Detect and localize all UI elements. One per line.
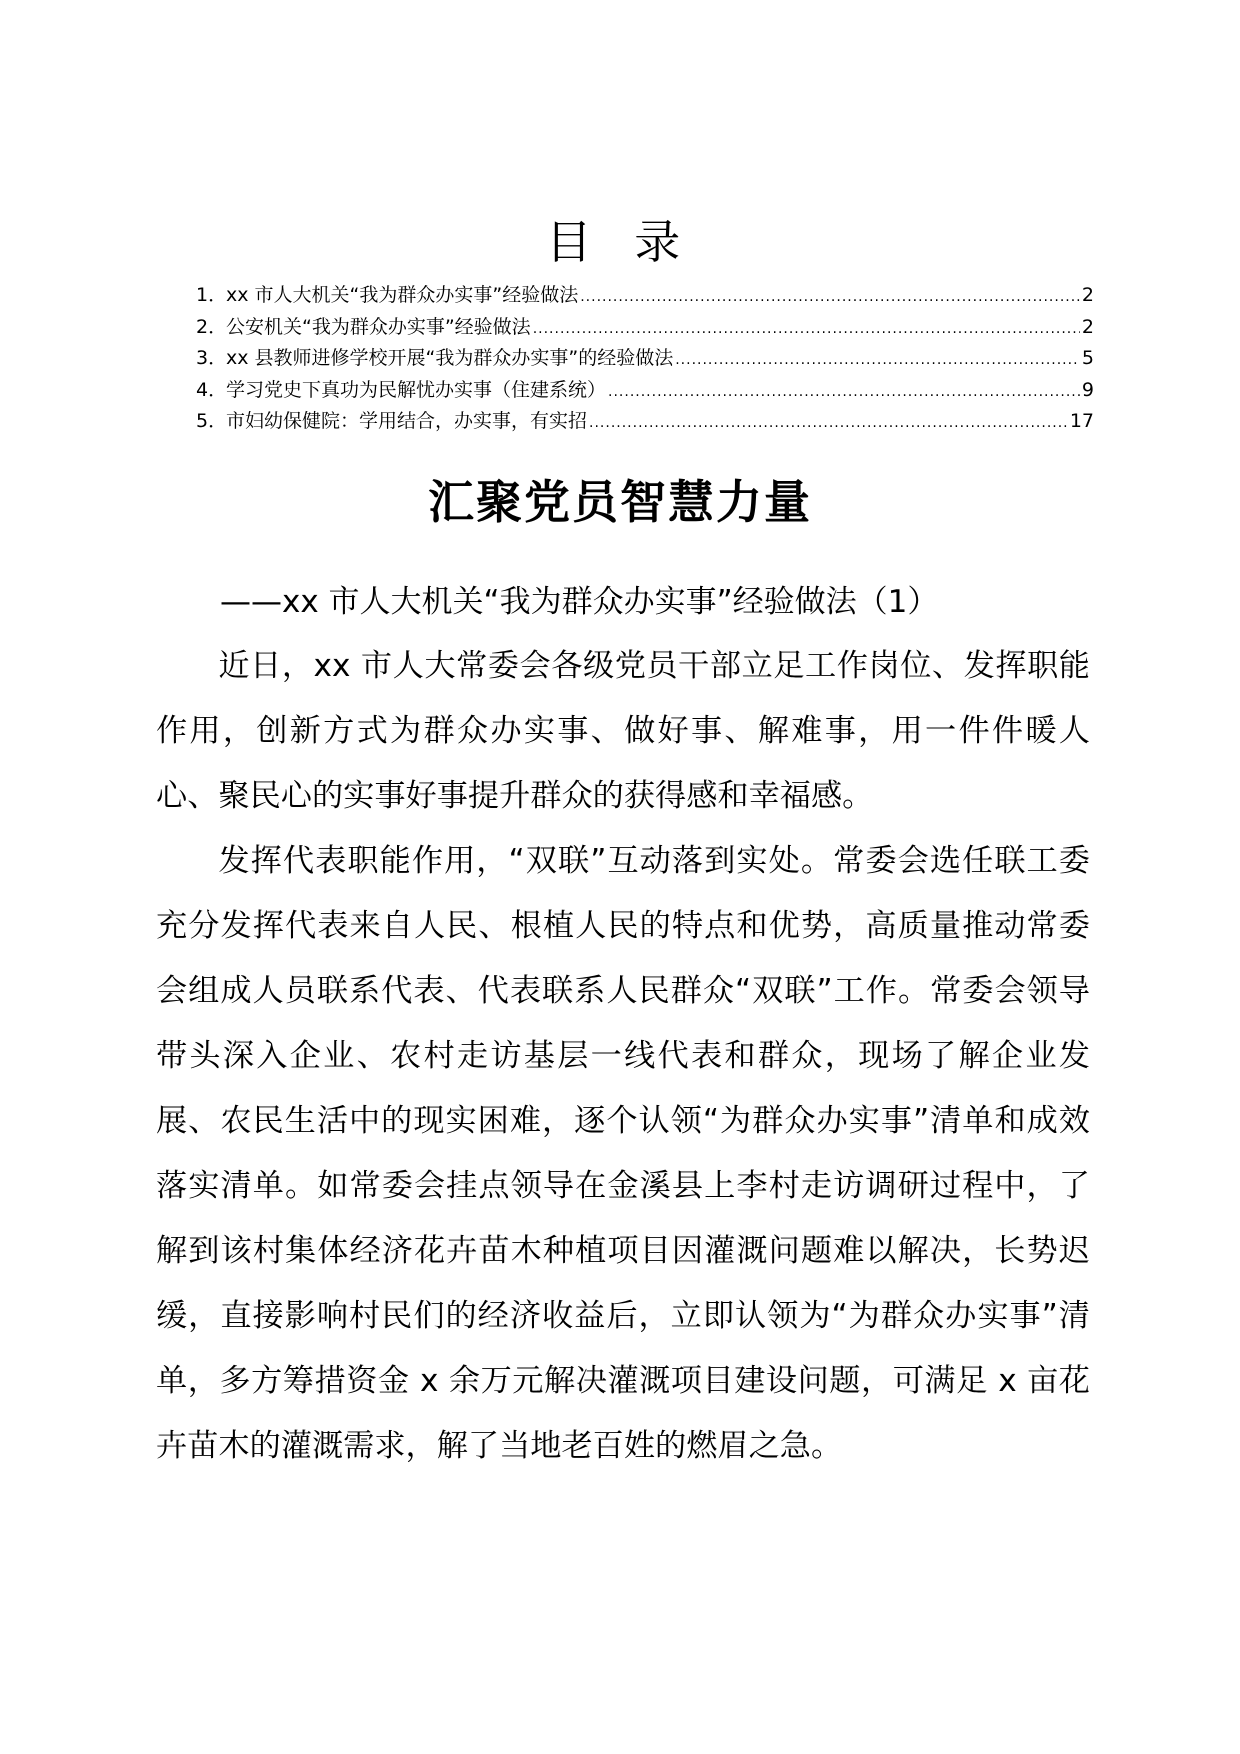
toc-entry-title: xx 市人大机关“我为群众办实事”经验做法 [226,284,579,306]
toc-entry-number: 1． [196,284,228,306]
toc-entry[interactable] [196,280,1094,312]
table-of-contents [196,280,1094,438]
toc-entry-page: 2 [1081,315,1094,338]
toc-entry-title: 学习党史下真功为民解忧办实事（住建系统） [226,378,607,401]
article-subtitle: ——xx 市人大机关“我为群众办实事”经验做法（1） [220,584,939,620]
toc-entry-page: 17 [1069,410,1094,432]
article-headline: 汇聚党员智慧力量 [428,475,812,529]
toc-entry-number: 3． [196,347,228,369]
toc-entry-page: 9 [1081,378,1094,401]
toc-entry-title: 公安机关“我为群众办实事”经验做法 [226,315,531,338]
toc-entry[interactable] [196,406,1094,438]
toc-entry-page: 5 [1081,347,1094,369]
body-paragraph: 发挥代表职能作用，“双联”互动落到实处。常委会选任联工委充分发挥代表来自人民、根植人民的特点和优势，高质量推动常委会组成人员联系代表、代表联系人民群众“双联”工作。常委会领导带头深入企业、农村走访基层一线代表和群众，现场了解企业发展、农民生活中的现实困难，逐个认领“为群众办实事”清单和成效落实清单。如常委会挂点领导在金溪县上李村走访调研过程中，了解到该村集体经济花卉苗木种植项目因灌溉问题难以解决，长势迟缓，直接影响村民们的经济收益后，立即认领为“为群众办实事”清单，多方筹措资金 x 余万元解决灌溉项目建设问题，可满足 x 亩花卉苗木的灌溉需求，解了当地老百姓的燃眉之急。 [156,843,1090,1464]
toc-title: 目 录 [545,215,695,269]
toc-entry[interactable] [196,312,1094,344]
toc-dot-leader [589,408,1068,440]
toc-entry-title: xx 县教师进修学校开展“我为群众办实事”的经验做法 [226,347,674,369]
toc-entry-number: 5． [196,410,228,432]
toc-dot-leader [533,314,1080,346]
toc-entry-title: 市妇幼保健院：学用结合，办实事，有实招 [226,410,588,432]
toc-entry-number: 2． [196,315,228,338]
toc-entry-page: 2 [1081,284,1094,306]
body-paragraph: 近日，xx 市人大常委会各级党员干部立足工作岗位、发挥职能作用，创新方式为群众办实事、做好事、解难事，用一件件暖人心、聚民心的实事好事提升群众的获得感和幸福感。 [156,648,1090,814]
toc-entry[interactable] [196,375,1094,407]
toc-dot-leader [675,345,1080,377]
toc-entry-number: 4． [196,378,228,401]
toc-entry[interactable] [196,343,1094,375]
toc-dot-leader [580,282,1080,314]
article-body [156,634,1090,1479]
toc-dot-leader [608,377,1080,409]
